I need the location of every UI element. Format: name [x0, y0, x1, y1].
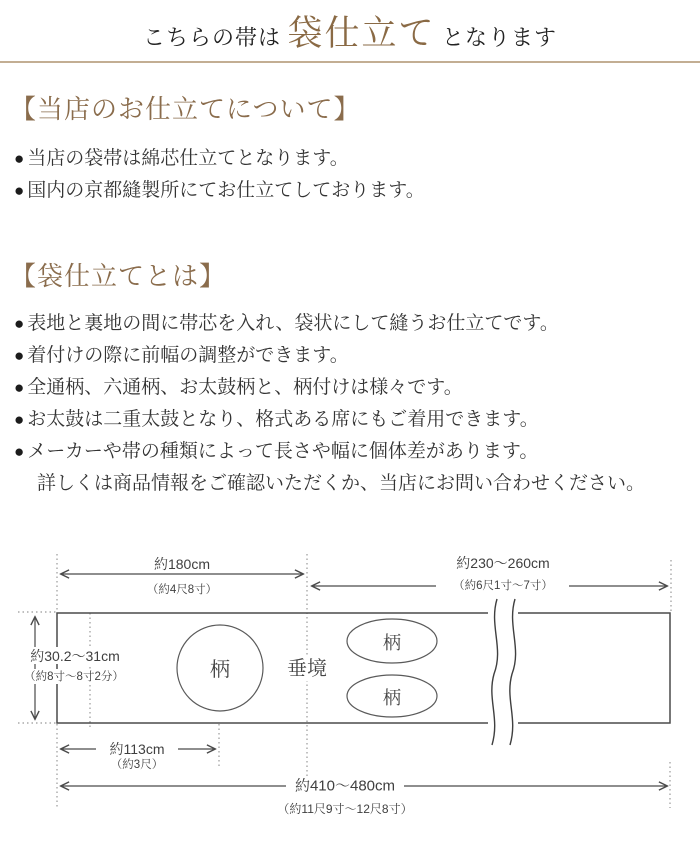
- list-item: [14, 436, 700, 468]
- dim-label-tesaki: 約113cm: [109, 741, 165, 757]
- list-item-text: 着付けの際に前幅の調整ができます。: [27, 345, 349, 366]
- page-title: [0, 0, 700, 59]
- dim-label-tare: 約230〜260cm: [456, 555, 550, 571]
- dim-sublabel-front: （約4尺8寸）: [146, 584, 218, 596]
- section-heading: 【袋仕立てとは】: [10, 262, 227, 291]
- title-prefix: こちらの帯は: [142, 25, 281, 50]
- pattern-label-bottom: 柄: [383, 688, 401, 708]
- section-fukuro-jitate: [0, 260, 700, 500]
- bullet-list: [14, 143, 700, 207]
- list-item: [14, 404, 700, 436]
- list-item-continuation: [14, 468, 700, 500]
- list-item: [14, 372, 700, 404]
- dim-sublabel-total: （約11尺9寸〜12尺8寸）: [277, 802, 413, 816]
- section-shop-tailoring: [0, 93, 700, 207]
- pattern-label-circle: 柄: [210, 659, 230, 681]
- title-highlight: 袋仕立て: [287, 14, 436, 53]
- title-suffix: となります: [442, 25, 558, 50]
- list-item-text: 表地と裏地の間に帯芯を入れ、袋状にして縫うお仕立てです。: [27, 313, 559, 334]
- dim-sublabel-width: （約8寸〜8寸2分）: [24, 671, 124, 683]
- dim-label-front: 約180cm: [153, 556, 211, 572]
- section-heading: 【当店のお仕立てについて】: [10, 95, 361, 124]
- bullet-list: [14, 308, 700, 500]
- list-item: [14, 175, 700, 207]
- list-item-text: 詳しくは商品情報をご確認いただくか、当店にお問い合わせください。: [37, 473, 646, 494]
- bullet-icon: ●: [14, 346, 25, 365]
- list-item-text: 国内の京都縫製所にてお仕立てしております。: [27, 180, 425, 201]
- bullet-icon: ●: [14, 410, 25, 429]
- dim-sublabel-tesaki: （約3尺）: [110, 759, 164, 771]
- pattern-label-top: 柄: [383, 633, 401, 653]
- bullet-icon: ●: [14, 378, 25, 397]
- list-item-text: 全通柄、六通柄、お太鼓柄と、柄付けは様々です。: [27, 377, 463, 398]
- boundary-label: 垂境: [287, 658, 327, 680]
- list-item-text: お太鼓は二重太鼓となり、格式ある席にもご着用できます。: [27, 409, 539, 430]
- list-item: [14, 308, 700, 340]
- bullet-icon: ●: [14, 149, 25, 168]
- dim-sublabel-tare: （約6尺1寸〜7寸）: [453, 580, 553, 592]
- label-backings: [14, 578, 569, 795]
- obi-dimension-diagram: [0, 546, 700, 841]
- bullet-icon: ●: [14, 314, 25, 333]
- bullet-icon: ●: [14, 442, 25, 461]
- obi-body: [57, 613, 670, 723]
- list-item-text: 当店の袋帯は綿芯仕立てとなります。: [27, 148, 349, 169]
- dim-label-width: 約30.2〜31cm: [30, 648, 120, 664]
- dim-label-total: 約410〜480cm: [294, 777, 396, 795]
- list-item: [14, 340, 700, 372]
- bullet-icon: ●: [14, 181, 25, 200]
- list-item: [14, 143, 700, 175]
- list-item-text: メーカーや帯の種類によって長さや幅に個体差があります。: [27, 441, 539, 462]
